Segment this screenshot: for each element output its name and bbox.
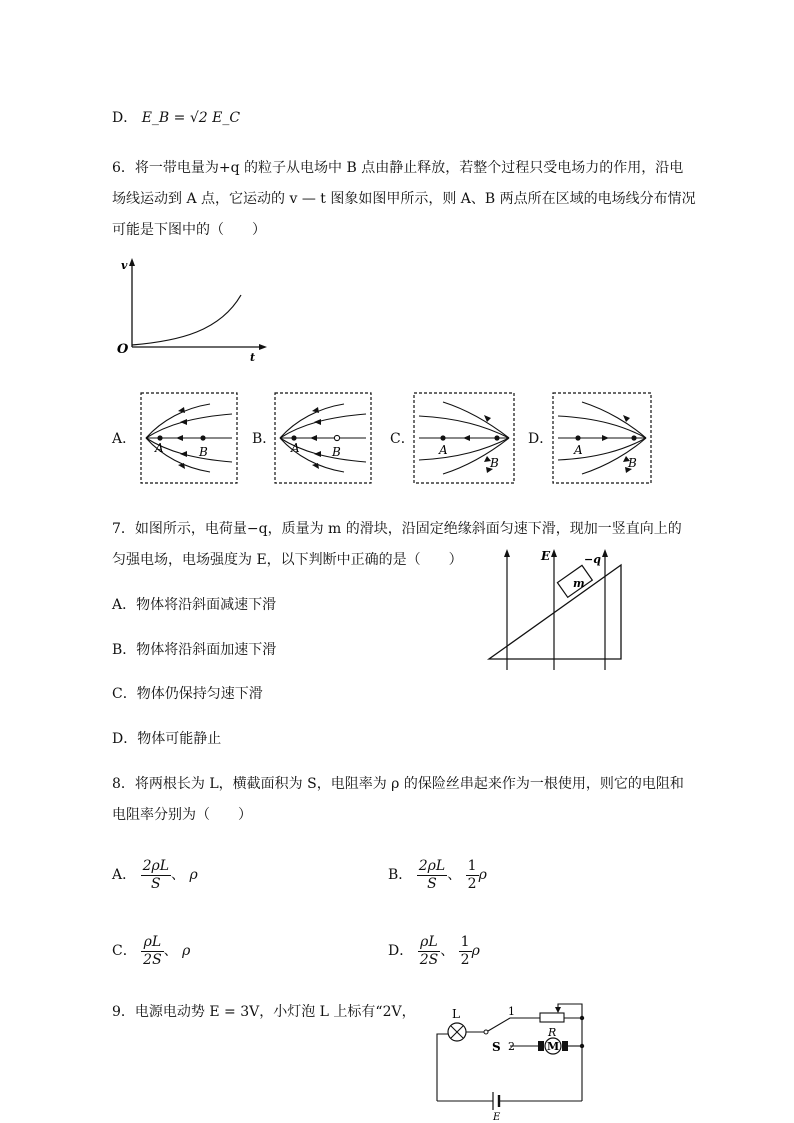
- vt-graph-y-label: v: [121, 259, 128, 272]
- q5-option-d-formula: E_B = √2 E_C: [141, 110, 241, 126]
- q8-option-b-letter: B．: [388, 867, 413, 883]
- q8-option-c-denominator: 2S: [143, 951, 162, 968]
- q8-option-b-rho-numerator: 1: [467, 857, 477, 874]
- incline-field-label: E: [541, 549, 551, 563]
- diagram-a-point-a: A: [155, 441, 164, 455]
- diagram-c-point-a: A: [439, 443, 448, 457]
- q8-option-d-numerator: ρL: [418, 934, 441, 952]
- q8-option-a-rho: ρ: [189, 867, 198, 883]
- q8-option-a-letter: A．: [112, 867, 137, 883]
- circuit-position-1-label: 1: [508, 1005, 515, 1018]
- diagram-b-point-a: A: [291, 441, 300, 455]
- q6-option-d-diagram: [552, 392, 652, 484]
- q6-option-c-diagram: [413, 392, 515, 484]
- circuit-position-2-label: 2: [508, 1040, 515, 1053]
- diagram-b-point-b: B: [332, 445, 341, 459]
- q8-option-c-separator: 、: [163, 943, 178, 959]
- q8-option-b-numerator: 2ρL: [418, 857, 446, 874]
- q6-option-b-letter: B．: [252, 431, 277, 447]
- incline-mass-label: m: [573, 577, 585, 590]
- vt-graph-origin-label: O: [117, 342, 129, 357]
- q6-option-a-letter: A．: [112, 431, 137, 447]
- diagram-d-point-a: A: [574, 443, 583, 457]
- circuit-lamp-label: L: [452, 1007, 460, 1021]
- q8-option-c: [112, 932, 190, 970]
- q9-circuit-diagram: [430, 996, 592, 1123]
- q6-vt-graph: [110, 255, 270, 365]
- q7-text-line2: 匀强电场，电场强度为 E，以下判断中正确的是（ ）: [112, 552, 463, 568]
- q9-text-line1: 9．电源电动势 E = 3V，小灯泡 L 上标有“2V，: [112, 1004, 416, 1020]
- q8-text-line2: 电阻率分别为（ ）: [112, 807, 252, 823]
- q8-option-c-rho: ρ: [182, 943, 191, 959]
- q6-option-c-letter: C．: [390, 431, 415, 447]
- q5-option-d: [112, 110, 240, 126]
- q6-text-line3: 可能是下图中的（ ）: [112, 222, 266, 238]
- q8-text-line1: 8．将两根长为 L，横截面积为 S，电阻率为 ρ 的保险丝串起来作为一根使用，则它的电阻和: [112, 776, 684, 792]
- q8-option-a-numerator: 2ρL: [142, 857, 170, 874]
- q8-option-b-rho: ρ: [478, 867, 487, 883]
- q8-option-d-letter: D．: [388, 943, 414, 959]
- circuit-battery-label: E: [493, 1112, 501, 1123]
- q7-option-b: B．物体将沿斜面加速下滑: [112, 642, 277, 658]
- q6-text-line1: 6．将一带电量为+q 的粒子从电场中 B 点由静止释放，若整个过程只受电场力的作用，沿电: [112, 160, 684, 176]
- q7-text-line1: 7．如图所示，电荷量−q，质量为 m 的滑块，沿固定绝缘斜面匀速下滑，现加一竖直向上的: [112, 521, 682, 537]
- q6-option-d-letter: D．: [528, 431, 554, 447]
- q8-option-d-rho: ρ: [471, 943, 480, 959]
- q5-option-d-letter: D．: [112, 110, 138, 126]
- q8-option-b-rho-denominator: 2: [467, 875, 477, 892]
- diagram-d-point-b: B: [628, 456, 637, 470]
- incline-charge-label: −q: [584, 553, 601, 566]
- vt-graph-x-label: t: [250, 351, 256, 364]
- q8-option-b: [388, 856, 487, 894]
- circuit-switch-label: S: [492, 1040, 501, 1054]
- diagram-c-point-b: B: [490, 456, 499, 470]
- q6-option-b-diagram: [274, 392, 372, 484]
- q8-option-b-separator: 、: [447, 867, 462, 883]
- q8-option-b-denominator: S: [427, 875, 437, 892]
- q8-option-d-denominator: 2S: [419, 951, 439, 968]
- q8-option-a: [112, 856, 198, 894]
- q6-option-a-diagram: [140, 392, 238, 484]
- q6-text-line2: 场线运动到 A 点，它运动的 v — t 图象如图甲所示，则 A、B 两点所在区域的电场线分布情况: [112, 191, 696, 207]
- circuit-resistor-label: R: [548, 1026, 557, 1039]
- circuit-motor-label: M: [547, 1040, 560, 1053]
- q8-option-d-rho-denominator: 2: [460, 951, 470, 968]
- q7-option-a: A．物体将沿斜面减速下滑: [112, 597, 277, 613]
- diagram-a-point-b: B: [199, 445, 208, 459]
- q8-option-c-numerator: ρL: [141, 934, 164, 952]
- q8-option-d: [388, 932, 480, 970]
- q8-option-a-separator: 、: [171, 867, 186, 883]
- q7-option-d: D．物体可能静止: [112, 731, 222, 747]
- q8-option-d-rho-numerator: 1: [460, 933, 470, 950]
- q7-option-c: C．物体仍保持匀速下滑: [112, 686, 263, 702]
- q8-option-a-denominator: S: [151, 875, 161, 892]
- q7-incline-figure: [485, 545, 627, 665]
- q8-option-d-separator: 、: [440, 943, 455, 959]
- q8-option-c-letter: C．: [112, 943, 137, 959]
